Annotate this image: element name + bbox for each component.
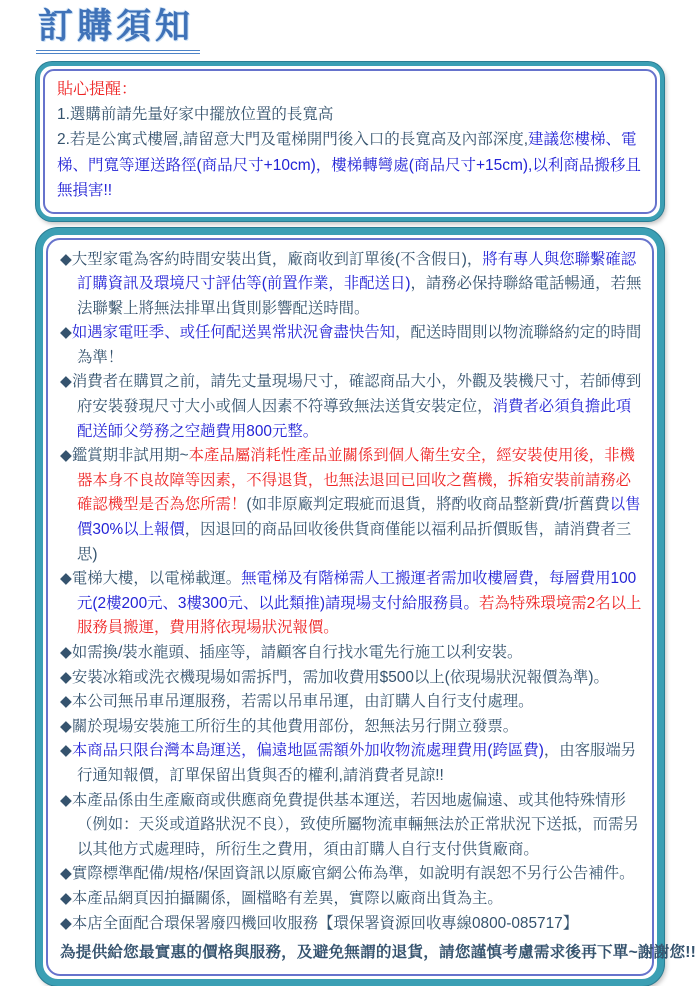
text-segment: 本商品只限台灣本島運送，偏遠地區需額外加收物流處理費用(跨區費) (72, 742, 544, 759)
notice-footer: 為提供給您最實惠的價格與服務，及避免無謂的退貨，請您謹慎考慮需求後再下單~謝謝您!! (60, 940, 642, 966)
bullet-diamond-icon: ◆ (60, 693, 72, 710)
bullet-diamond-icon: ◆ (60, 890, 72, 907)
notice-item (60, 321, 642, 370)
notice-item (60, 641, 642, 666)
bullet-diamond-icon: ◆ (60, 570, 72, 587)
bullet-diamond-icon: ◆ (60, 644, 72, 661)
reminder-heading: 貼心提醒： (57, 77, 643, 102)
notice-item (60, 666, 642, 691)
bullet-diamond-icon: ◆ (60, 447, 72, 464)
text-segment: 大型家電為客約時間安裝出貨，廠商收到訂單後(不含假日)， (72, 251, 482, 268)
text-segment: 消費者必須負擔此項配送師父勞務之空趟費用800元整。 (77, 398, 631, 440)
notice-item (60, 444, 642, 567)
text-segment: 本產品網頁因拍攝關係，圖檔略有差異，實際以廠商出貨為主。 (72, 890, 503, 907)
text-segment: 本產品屬消耗性產品並關係到個人衛生安全，經安裝使用後，非機器本身不良故障等因素，不得退貨，也無法退回已回收之舊機，拆箱安裝前請務必確認機型是否為您所需！ (77, 447, 635, 513)
bullet-diamond-icon: ◆ (60, 742, 72, 759)
text-segment: ，配送時間則以物流聯絡約定的時間為準！ (77, 324, 641, 366)
text-segment: 本產品係由生產廠商或供應商免費提供基本運送，若因地處偏遠、或其他特殊情形（例如：天災或道路狀況不良），致使所屬物流車輛無法於正常狀況下送抵，而需另以其他方式處理時，所衍生之費用，須由訂購人自行支付供貨廠商。 (72, 792, 639, 858)
text-segment: ，請務必保持聯絡電話暢通，若無法聯繫上將無法排單出貨則影響配送時間。 (77, 275, 641, 317)
text-segment: 本店全面配合環保署廢四機回收服務【環保署資源回收專線0800-085717】 (72, 915, 578, 932)
notices-box (36, 228, 664, 986)
text-segment: 電梯大樓，以電梯載運。 (72, 570, 241, 587)
text-segment: 建議您樓梯、電梯、門寬等運送路徑(商品尺寸+10cm)，樓梯轉彎處(商品尺寸+15cm),以利商品搬移且無損害!! (57, 131, 641, 199)
page-title: 訂購須知 (36, 8, 200, 54)
bullet-diamond-icon: ◆ (60, 915, 72, 932)
text-segment: 如遇家電旺季、或任何配送異常狀況會盡快告知 (72, 324, 395, 341)
bullet-diamond-icon: ◆ (60, 251, 72, 268)
notice-item (60, 567, 642, 641)
text-segment: ，因退回的商品回收後供貨商僅能以福利品折價販售，請消費者三思) (77, 521, 631, 563)
text-segment: 本公司無吊車吊運服務，若需以吊車吊運，由訂購人自行支付處理。 (72, 693, 534, 710)
notice-list (60, 248, 642, 937)
text-segment: 無電梯及有階梯需人工搬運者需加收樓層費，每層費用100元(2樓200元、3樓300元、以此類推)請現場支付給服務員。 (77, 570, 636, 612)
text-segment: 消費者在購買之前，請先丈量現場尺寸，確認商品大小，外觀及裝機尺寸，若師傅到府安裝發現尺寸大小或個人因素不符導致無法送貨安裝定位， (72, 373, 641, 415)
text-segment: 將有專人與您聯繫確認訂購資訊及環境尺寸評估等(前置作業，非配送日) (77, 251, 636, 293)
notice-item (60, 912, 642, 937)
text-segment: 實際標準配備/規格/保固資訊以原廠官網公佈為準，如說明有誤恕不另行公告補件。 (72, 865, 635, 882)
reminder-box-inner (43, 69, 657, 214)
reminder-item (57, 127, 643, 204)
text-segment: 關於現場安裝施工所衍生的其他費用部份，恕無法另行開立發票。 (72, 718, 518, 735)
reminder-list (57, 102, 643, 204)
text-segment: (如非原廠判定瑕疵而退貨，將酌收商品整新費/折舊費 (246, 496, 609, 513)
bullet-diamond-icon: ◆ (60, 865, 72, 882)
notice-item (60, 739, 642, 788)
text-segment: 鑑賞期非試用期~ (72, 447, 189, 464)
notice-item (60, 370, 642, 444)
bullet-diamond-icon: ◆ (60, 669, 72, 686)
text-segment: 以售價30%以上報價 (77, 496, 641, 538)
text-segment: 2.若是公寓式樓層,請留意大門及電梯開門後入口的長寬高及內部深度, (57, 131, 528, 148)
text-segment: 若為特殊環境需2名以上服務員搬運，費用將依現場狀況報價。 (77, 595, 641, 637)
reminder-item (57, 102, 643, 128)
notice-item (60, 862, 642, 887)
text-segment: 如需換/裝水龍頭、插座等，請顧客自行找水電先行施工以利安裝。 (72, 644, 523, 661)
text-segment: 1.選購前請先量好家中擺放位置的長寬高 (57, 106, 333, 123)
text-segment: 安裝冰箱或洗衣機現場如需拆門，需加收費用$500以上(依現場狀況報價為準)。 (72, 669, 609, 686)
notice-item (60, 248, 642, 322)
notice-item (60, 715, 642, 740)
bullet-diamond-icon: ◆ (60, 324, 72, 341)
notices-box-inner (46, 238, 654, 977)
bullet-diamond-icon: ◆ (60, 373, 72, 390)
notice-item (60, 690, 642, 715)
notice-item (60, 887, 642, 912)
reminder-box (36, 62, 664, 221)
bullet-diamond-icon: ◆ (60, 792, 72, 809)
notice-item (60, 789, 642, 863)
bullet-diamond-icon: ◆ (60, 718, 72, 735)
text-segment: ，由客服端另行通知報價，訂單保留出貨與否的權利,請消費者見諒!! (77, 742, 636, 784)
